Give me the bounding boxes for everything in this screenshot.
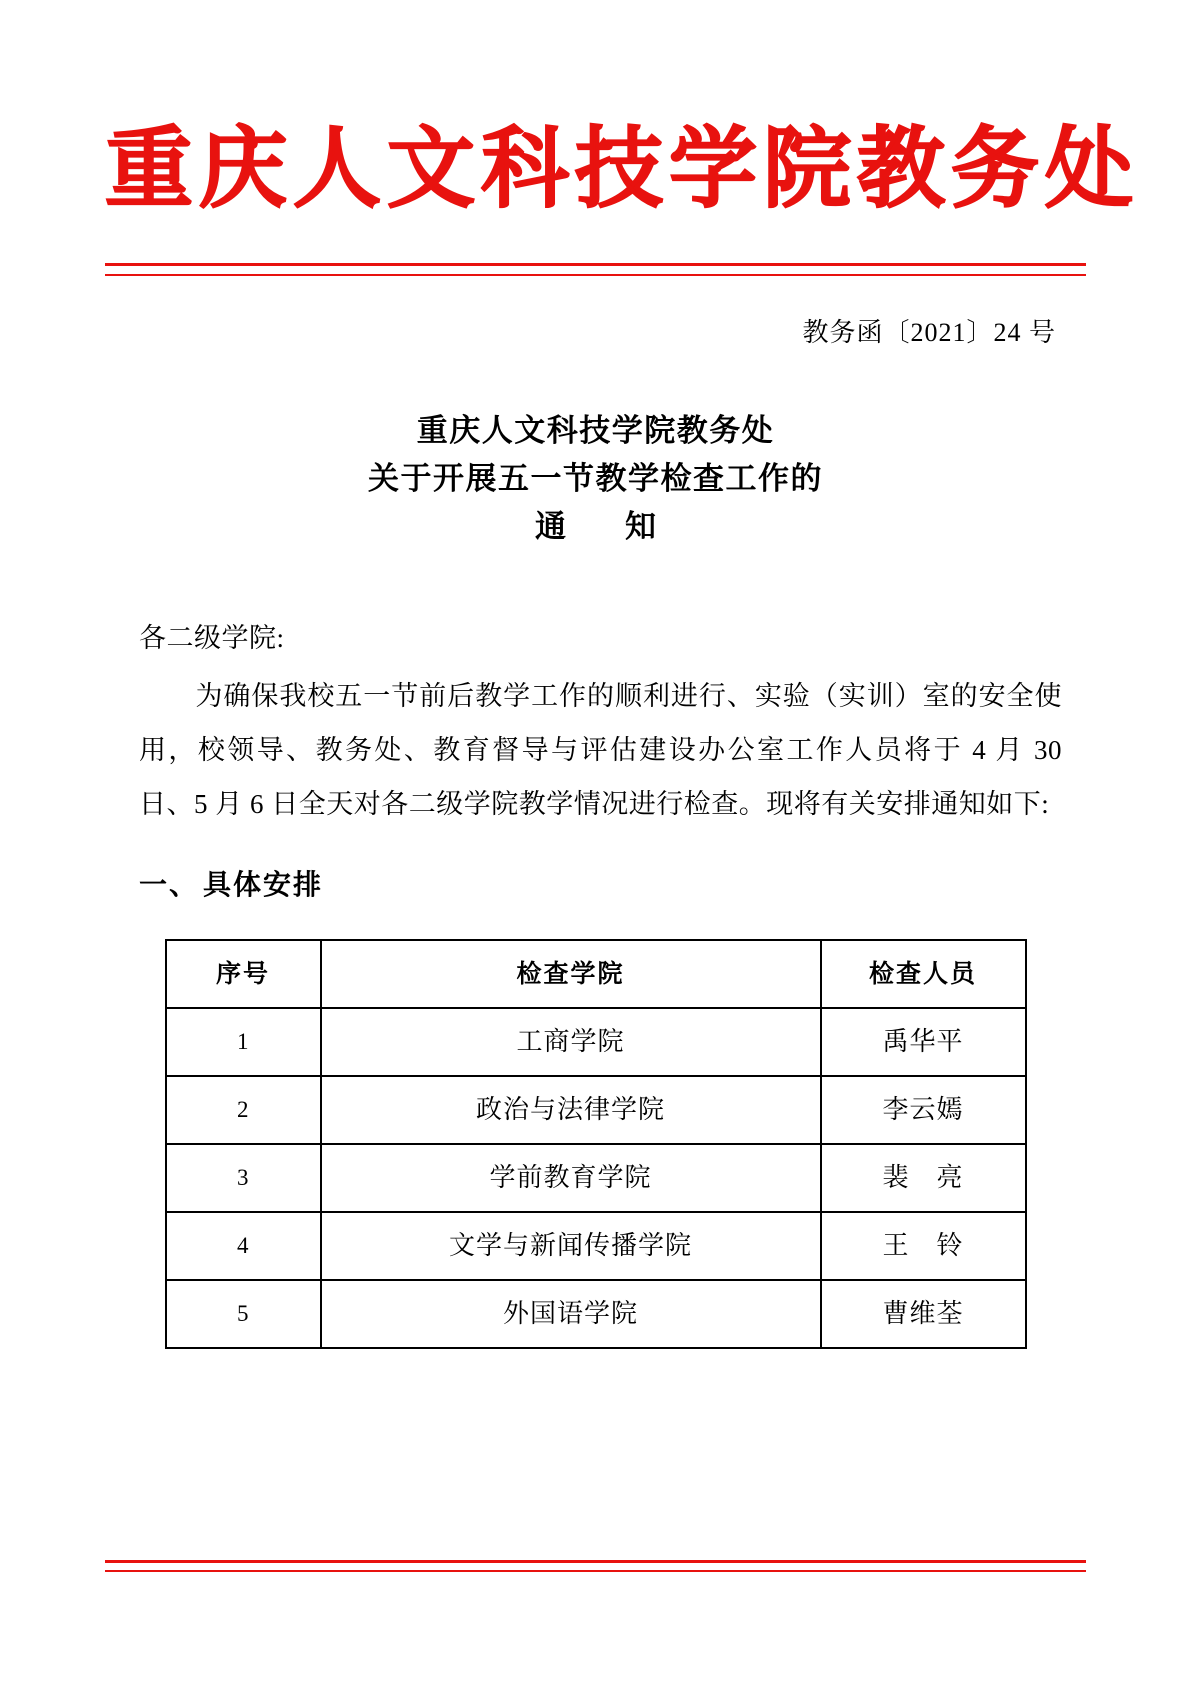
cell-person: 李云嫣 <box>821 1076 1026 1144</box>
cell-index: 1 <box>166 1008 321 1076</box>
cell-index: 5 <box>166 1280 321 1348</box>
table-row <box>166 1008 1026 1076</box>
title-line-3: 通 知 <box>535 508 670 545</box>
column-header-index: 序号 <box>166 940 321 1008</box>
cell-index: 3 <box>166 1144 321 1212</box>
cell-person: 曹维荃 <box>821 1280 1026 1348</box>
cell-person: 禹华平 <box>821 1008 1026 1076</box>
paragraph-1-text: 为确保我校五一节前后教学工作的顺利进行、实验（实训）室的安全使用，校领导、教务处、教育督导与评估建设办公室工作人员将于 4 月 30 日、5 月 6 日全天对各二级学院教学情况进行检查。现将有关安排通知如下: <box>139 680 1062 819</box>
title-line-2: 关于开展五一节教学检查工作的 <box>368 460 823 497</box>
cell-college: 工商学院 <box>321 1008 821 1076</box>
document-body <box>105 611 1086 1349</box>
cell-index: 2 <box>166 1076 321 1144</box>
cell-person: 王 铃 <box>821 1212 1026 1280</box>
document-masthead: 重庆人文科技学院教务处 <box>105 116 1140 220</box>
footer-divider <box>105 1560 1086 1572</box>
table-header-row <box>166 940 1026 1008</box>
table-row <box>166 1212 1026 1280</box>
salutation: 各二级学院: <box>139 622 285 653</box>
document-number: 教务函〔2021〕24 号 <box>802 317 1056 347</box>
paragraph-1 <box>105 669 1086 831</box>
cell-college: 外国语学院 <box>321 1280 821 1348</box>
column-header-college: 检查学院 <box>321 940 821 1008</box>
table-row <box>166 1280 1026 1348</box>
cell-college: 文学与新闻传播学院 <box>321 1212 821 1280</box>
masthead-divider <box>105 263 1086 276</box>
table-row <box>166 1144 1026 1212</box>
table-row <box>166 1076 1026 1144</box>
column-header-person: 检查人员 <box>821 940 1026 1008</box>
cell-index: 4 <box>166 1212 321 1280</box>
section-number: 一、 <box>139 867 200 901</box>
cell-college: 政治与法律学院 <box>321 1076 821 1144</box>
cell-college: 学前教育学院 <box>321 1144 821 1212</box>
section-label: 具体安排 <box>203 867 324 901</box>
section-heading-1 <box>139 857 1086 913</box>
title-line-1: 重庆人文科技学院教务处 <box>416 412 775 449</box>
document-title <box>105 407 1086 551</box>
schedule-table <box>165 939 1027 1349</box>
cell-person: 裴 亮 <box>821 1144 1026 1212</box>
